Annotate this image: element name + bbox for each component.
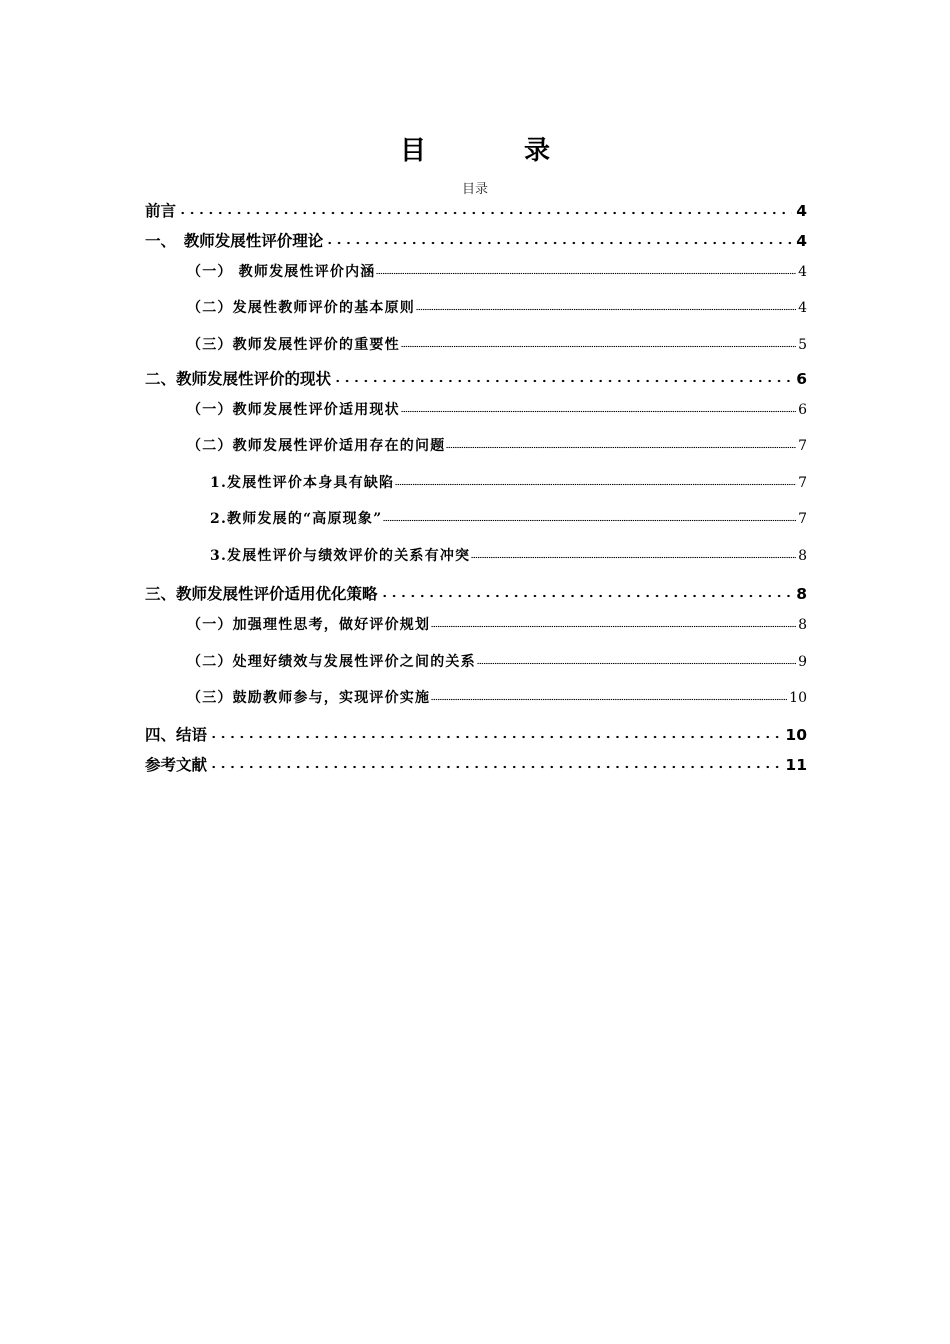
toc-entry[interactable] bbox=[145, 650, 807, 671]
toc-entry[interactable] bbox=[145, 471, 807, 492]
toc-entry[interactable] bbox=[145, 581, 807, 604]
toc-entry-label: 1.发展性评价本身具有缺陷 bbox=[210, 475, 395, 491]
toc-entry[interactable] bbox=[145, 544, 807, 565]
toc-entry[interactable] bbox=[145, 398, 807, 419]
toc-leader-dots bbox=[446, 434, 796, 450]
toc-entry[interactable] bbox=[145, 198, 807, 221]
toc-entry-page: 8 bbox=[796, 585, 807, 603]
toc-entry-page: 7 bbox=[798, 511, 807, 527]
toc-entry[interactable] bbox=[145, 722, 807, 745]
toc-entry-label: （一）教师发展性评价适用现状 bbox=[187, 402, 400, 418]
toc-leader-dots bbox=[431, 686, 787, 702]
toc-entry-label: 前言 bbox=[145, 202, 177, 220]
toc-entry[interactable] bbox=[145, 507, 807, 528]
toc-entry-label: （一） 教师发展性评价内涵 bbox=[187, 264, 376, 280]
toc-entry-label: （一）加强理性思考，做好评价规划 bbox=[187, 617, 431, 633]
toc-entry-page: 8 bbox=[798, 617, 807, 633]
toc-leader-dots bbox=[376, 260, 796, 276]
toc-entry[interactable] bbox=[145, 366, 807, 389]
toc-leader-dots bbox=[209, 722, 781, 740]
toc-entry[interactable] bbox=[145, 434, 807, 455]
toc-entry[interactable] bbox=[145, 296, 807, 317]
toc-leader-dots bbox=[383, 507, 796, 523]
toc-entry-page: 10 bbox=[785, 726, 807, 744]
toc-entry[interactable] bbox=[145, 260, 807, 281]
toc-entry-page: 6 bbox=[798, 402, 807, 418]
toc-entry-page: 9 bbox=[798, 654, 807, 670]
toc-entry-page: 8 bbox=[798, 548, 807, 564]
toc-entry-page: 6 bbox=[796, 370, 807, 388]
toc-entry-label: 一、 教师发展性评价理论 bbox=[145, 232, 324, 250]
toc-entry-page: 4 bbox=[798, 264, 807, 280]
toc-entry-page: 7 bbox=[798, 438, 807, 454]
toc-entry[interactable] bbox=[145, 228, 807, 251]
toc-leader-dots bbox=[471, 544, 796, 560]
toc-entry-page: 11 bbox=[785, 756, 807, 774]
toc-entry-page: 4 bbox=[796, 202, 807, 220]
toc-leader-dots bbox=[380, 581, 793, 599]
toc-entry-label: （二）处理好绩效与发展性评价之间的关系 bbox=[187, 654, 476, 670]
toc-leader-dots bbox=[209, 752, 781, 770]
toc-entry-label: 参考文献 bbox=[145, 756, 208, 774]
toc-entry-page: 4 bbox=[798, 300, 807, 316]
toc-entry[interactable] bbox=[145, 752, 807, 775]
toc-leader-dots bbox=[401, 333, 796, 349]
page-subtitle: 目录 bbox=[461, 182, 488, 197]
toc-leader-dots bbox=[395, 471, 796, 487]
toc-entry-label: （二）教师发展性评价适用存在的问题 bbox=[187, 438, 446, 454]
toc-entry-page: 4 bbox=[796, 232, 807, 250]
toc-leader-dots bbox=[416, 296, 796, 312]
toc-entry-page: 10 bbox=[789, 690, 807, 706]
toc-leader-dots bbox=[178, 198, 792, 216]
toc-entry-label: （二）发展性教师评价的基本原则 bbox=[187, 300, 415, 316]
toc-entry-label: 2.教师发展的“高原现象” bbox=[210, 511, 383, 527]
toc-entry-label: （三）鼓励教师参与，实现评价实施 bbox=[187, 690, 431, 706]
toc-entry[interactable] bbox=[145, 333, 807, 354]
toc-entry-label: （三）教师发展性评价的重要性 bbox=[187, 337, 400, 353]
toc-leader-dots bbox=[401, 398, 796, 414]
toc-entry-label: 四、结语 bbox=[145, 726, 208, 744]
toc-entry[interactable] bbox=[145, 613, 807, 634]
toc-leader-dots bbox=[325, 228, 792, 246]
toc-entry-label: 3.发展性评价与绩效评价的关系有冲突 bbox=[210, 548, 471, 564]
toc-entry-label: 三、教师发展性评价适用优化策略 bbox=[145, 585, 378, 603]
toc-entry-label: 二、教师发展性评价的现状 bbox=[145, 370, 332, 388]
toc-entry[interactable] bbox=[145, 686, 807, 707]
toc-entry-page: 5 bbox=[798, 337, 807, 353]
toc-entry-page: 7 bbox=[798, 475, 807, 491]
page-title: 目 录 bbox=[399, 136, 586, 166]
toc-leader-dots bbox=[333, 366, 792, 384]
toc-leader-dots bbox=[431, 613, 796, 629]
toc-leader-dots bbox=[477, 650, 796, 666]
